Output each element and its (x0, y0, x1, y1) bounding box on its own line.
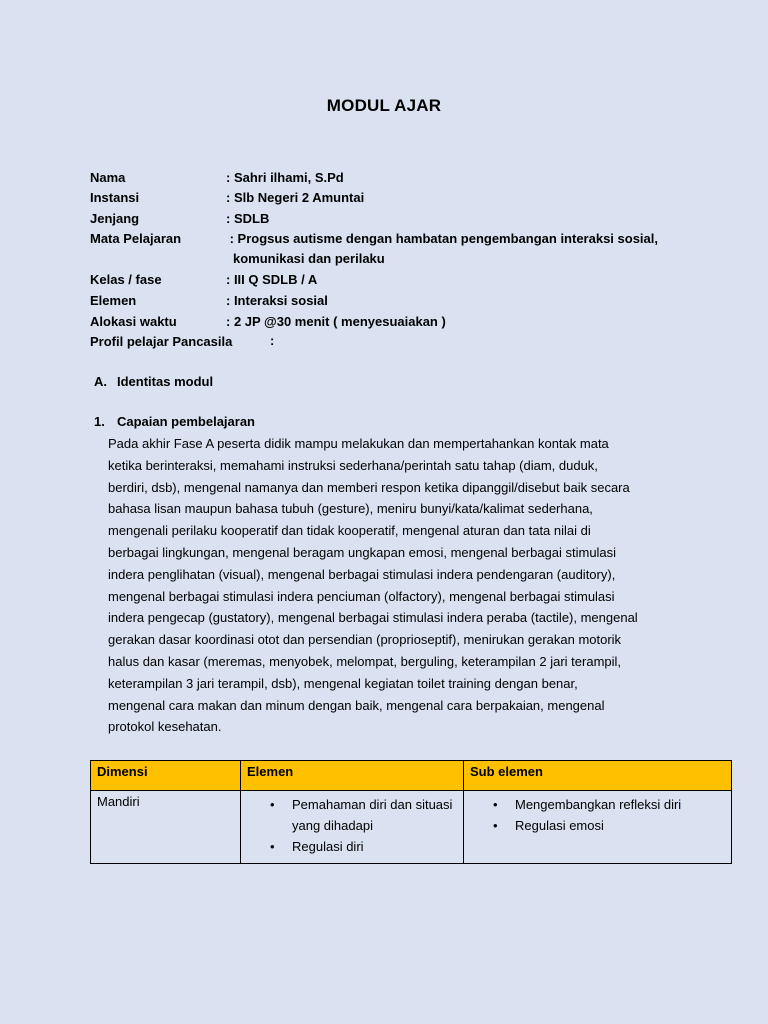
identity-value: : SDLB (226, 211, 270, 226)
identity-value: : Progsus autisme dengan hambatan pengembangan interaksi sosial, (226, 231, 658, 246)
table-header-row (91, 761, 732, 791)
section-title: Capaian pembelajaran (117, 414, 255, 429)
paragraph-line: indera pengecap (gustatory), mengenal berbagai stimulasi indera peraba (tactile), mengenal (108, 610, 638, 626)
section-number: 1. (94, 414, 105, 429)
paragraph-line: Pada akhir Fase A peserta didik mampu melakukan dan mempertahankan kontak mata (108, 436, 609, 451)
identity-label: Nama (90, 170, 126, 185)
identity-value: : Sahri ilhami, S.Pd (226, 170, 344, 185)
identity-value: : Interaksi sosial (226, 293, 328, 308)
identity-label: Mata Pelajaran (90, 231, 182, 246)
cell-elemen (241, 791, 464, 864)
paragraph-line: gerakan dasar koordinasi otot dan persendian (proprioseptif), menirukan gerakan motorik (108, 632, 622, 648)
cell-dimensi: Mandiri (91, 791, 241, 864)
paragraph-line: halus dan kasar (meremas, menyobek, melompat, berguling, keterampilan 2 jari terampil, (108, 653, 622, 669)
identity-value: : Slb Negeri 2 Amuntai (226, 190, 365, 205)
identity-label: Instansi (90, 190, 140, 205)
capaian-paragraph (108, 433, 698, 738)
identity-value: : III Q SDLB / A (226, 272, 318, 287)
paragraph-line: mengenal berbagai stimulasi indera penciuman (olfactory), mengenal berbagai stimulasi (108, 588, 615, 604)
paragraph-line: mengenal cara makan dan minum dengan baik, mengenal cara berpakaian, mengenal (108, 697, 605, 713)
paragraph-line: berbagai lingkungan, mengenal beragam ungkapan emosi, mengenal berbagai stimulasi (108, 544, 617, 560)
identity-label: Kelas / fase (90, 272, 162, 287)
cell-sub-elemen (464, 791, 732, 864)
paragraph-line: berdiri, dsb), mengenal namanya dan memberi respon ketika dipanggil/disebut baik secara (108, 479, 630, 495)
list-item: • Pemahaman diri dan situasi yang dihadapi (292, 794, 457, 836)
paragraph-line: indera penglihatan (visual), mengenal berbagai stimulasi indera pendengaran (auditory), (108, 566, 616, 582)
identity-value: : 2 JP @30 menit ( menyesuaiakan ) (226, 314, 446, 329)
paragraph-line: ketika berinteraksi, memahami instruksi sederhana/perintah satu tahap (diam, duduk, (108, 457, 598, 473)
elemen-list (247, 794, 457, 857)
list-item: • Regulasi diri (292, 836, 457, 857)
paragraph-line: protokol kesehatan. (108, 719, 222, 735)
paragraph-line: bahasa lisan maupun bahasa tubuh (gesture), meniru bunyi/kata/kalimat sederhana, (108, 501, 593, 517)
header-dimensi: Dimensi (91, 761, 241, 791)
list-item: • Regulasi emosi (515, 815, 725, 836)
section-a-heading (94, 374, 213, 389)
identity-value-continuation: komunikasi dan perilaku (233, 251, 385, 266)
header-sub-elemen: Sub elemen (464, 761, 732, 791)
identity-value: : (270, 333, 275, 348)
paragraph-line: keterampilan 3 jari terampil, dsb), mengenal kegiatan toilet training dengan benar, (108, 675, 578, 691)
page-title: MODUL AJAR (326, 96, 442, 115)
section-title: Identitas modul (117, 374, 214, 389)
identity-label: Elemen (90, 293, 137, 308)
sub-elemen-list (470, 794, 725, 836)
section-number: A. (94, 374, 107, 389)
table-row (91, 791, 732, 864)
paragraph-line: mengenali perilaku kooperatif dan tidak kooperatif, mengenal aturan dan tata nilai di (108, 523, 591, 539)
header-elemen: Elemen (241, 761, 464, 791)
identity-label: Profil pelajar Pancasila (90, 334, 233, 349)
identity-label: Jenjang (90, 211, 140, 226)
list-item: • Mengembangkan refleksi diri (515, 794, 725, 815)
identity-label: Alokasi waktu (90, 314, 177, 329)
dimension-table (90, 760, 732, 864)
section-1-heading (94, 414, 255, 429)
